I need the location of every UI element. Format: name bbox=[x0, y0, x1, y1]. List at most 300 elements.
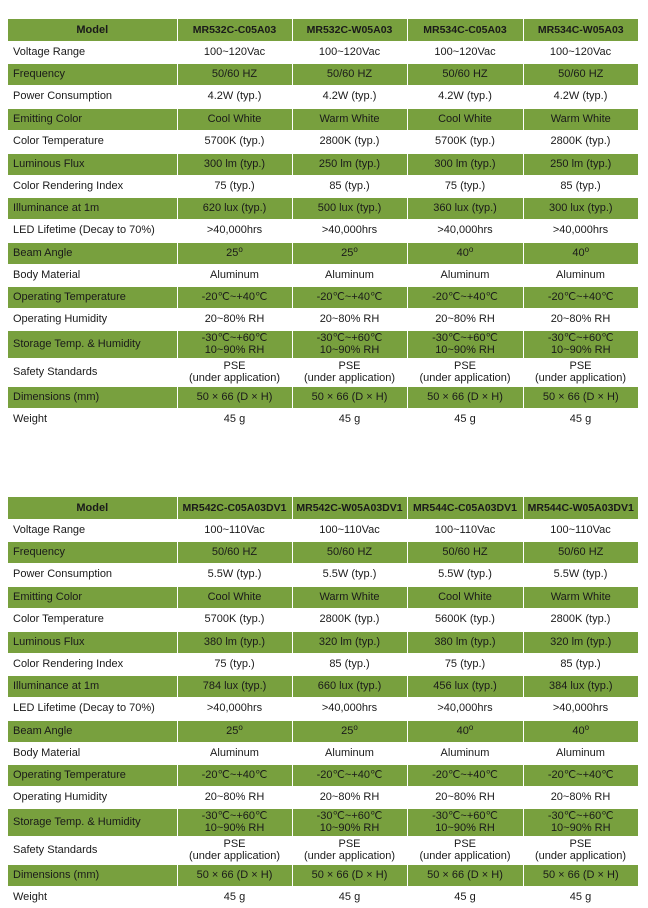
spec-value-cell bbox=[177, 386, 292, 408]
spec-value-cell bbox=[177, 286, 292, 308]
spec-value-cell bbox=[292, 675, 407, 697]
spec-value-line: 75 (typ.) bbox=[214, 657, 255, 670]
beam-angle-value: 40 bbox=[572, 725, 585, 738]
spec-value-cell bbox=[292, 786, 407, 808]
spec-value-line: Aluminum bbox=[556, 268, 605, 281]
spec-row bbox=[8, 41, 638, 63]
spec-value-cell bbox=[407, 308, 523, 330]
spec-value-cell bbox=[523, 85, 638, 108]
spec-value-cell bbox=[523, 386, 638, 408]
spec-value-line: Aluminum bbox=[440, 268, 490, 281]
spec-value-cell bbox=[407, 219, 523, 242]
spec-value-cell bbox=[177, 330, 292, 358]
spec-row-label: Power Consumption bbox=[8, 563, 177, 586]
spec-row bbox=[8, 358, 638, 386]
spec-value-line: 85 (typ.) bbox=[329, 657, 370, 670]
spec-value-cell bbox=[407, 153, 523, 175]
spec-value-line: >40,000hrs bbox=[437, 702, 493, 715]
spec-value-line: 20~80% RH bbox=[550, 312, 611, 325]
spec-row-label: Storage Temp. & Humidity bbox=[8, 330, 177, 358]
spec-value-line: >40,000hrs bbox=[206, 702, 263, 715]
spec-value-cell bbox=[292, 653, 407, 675]
spec-value-cell bbox=[292, 836, 407, 864]
spec-value-line: Warm White bbox=[550, 591, 611, 604]
spec-value-cell bbox=[523, 130, 638, 153]
spec-value-cell bbox=[177, 808, 292, 836]
spec-row bbox=[8, 408, 638, 430]
spec-value-cell bbox=[407, 742, 523, 764]
spec-value-cell bbox=[177, 408, 292, 430]
spec-value-cell bbox=[523, 153, 638, 175]
spec-value-cell bbox=[292, 697, 407, 720]
spec-value-line: 50 × 66 (D × H) bbox=[196, 391, 273, 404]
spec-value-cell bbox=[177, 608, 292, 631]
spec-value-cell bbox=[177, 308, 292, 330]
spec-value-line: 85 (typ.) bbox=[560, 657, 601, 670]
spec-value-line: 2800K (typ.) bbox=[319, 135, 380, 148]
spec-value-line: 50 × 66 (D × H) bbox=[196, 869, 273, 882]
spec-value-line: 20~80% RH bbox=[319, 790, 380, 803]
spec-value-cell bbox=[523, 197, 638, 219]
spec-value-cell bbox=[292, 631, 407, 653]
spec-row bbox=[8, 286, 638, 308]
spec-value-line: -20℃~+40℃ bbox=[201, 291, 268, 304]
spec-value-cell bbox=[292, 41, 407, 63]
spec-value-line: 20~80% RH bbox=[550, 790, 611, 803]
spec-value-line: PSE bbox=[569, 359, 592, 372]
spec-row bbox=[8, 653, 638, 675]
spec-value-line: 320 lm (typ.) bbox=[550, 636, 612, 649]
header-model-label: Model bbox=[8, 497, 177, 520]
spec-value-line: 5.5W (typ.) bbox=[438, 568, 492, 581]
header-model-label: Model bbox=[8, 19, 177, 42]
spec-value-cell bbox=[523, 108, 638, 130]
spec-row bbox=[8, 175, 638, 197]
spec-value-cell bbox=[407, 63, 523, 85]
spec-table-mr53x bbox=[8, 18, 638, 430]
spec-row bbox=[8, 242, 638, 264]
spec-value-line: 500 lux (typ.) bbox=[317, 202, 382, 215]
spec-value-cell bbox=[407, 836, 523, 864]
model-name-header: MR544C-C05A03DV1 bbox=[407, 497, 523, 520]
spec-value-line: 50 × 66 (D × H) bbox=[311, 869, 388, 882]
spec-row-label: LED Lifetime (Decay to 70%) bbox=[8, 697, 177, 720]
spec-row-label: Dimensions (mm) bbox=[8, 386, 177, 408]
spec-value-line: 4.2W (typ.) bbox=[438, 90, 492, 103]
spec-row bbox=[8, 130, 638, 153]
spec-value-cell bbox=[523, 720, 638, 742]
spec-value-line: 4.2W (typ.) bbox=[207, 90, 262, 103]
spec-value-line: 10~90% RH bbox=[319, 822, 380, 835]
spec-row bbox=[8, 308, 638, 330]
spec-row-label: Beam Angle bbox=[8, 720, 177, 742]
spec-row-label: Frequency bbox=[8, 63, 177, 85]
spec-row-label: Safety Standards bbox=[8, 358, 177, 386]
spec-value-cell bbox=[292, 563, 407, 586]
spec-value-cell bbox=[407, 608, 523, 631]
spec-value-cell bbox=[523, 742, 638, 764]
spec-value-cell bbox=[292, 608, 407, 631]
spec-value-line: 50/60 HZ bbox=[326, 546, 373, 559]
spec-table-mr54x bbox=[8, 496, 638, 908]
spec-value-cell bbox=[177, 864, 292, 886]
spec-value-cell bbox=[407, 130, 523, 153]
spec-value-cell bbox=[292, 63, 407, 85]
beam-angle-value: 40 bbox=[456, 247, 469, 260]
spec-value-cell bbox=[523, 864, 638, 886]
spec-value-line: 100~110Vac bbox=[319, 523, 380, 536]
spec-value-line: PSE bbox=[223, 837, 246, 850]
spec-value-line: >40,000hrs bbox=[437, 224, 493, 237]
spec-value-line: 20~80% RH bbox=[204, 312, 265, 325]
spec-value-line: (under application) bbox=[303, 849, 396, 862]
spec-value-cell bbox=[292, 330, 407, 358]
spec-row bbox=[8, 742, 638, 764]
spec-value-cell bbox=[292, 864, 407, 886]
spec-row-label: Luminous Flux bbox=[8, 631, 177, 653]
spec-value-line: -20℃~+40℃ bbox=[432, 291, 498, 304]
spec-row bbox=[8, 808, 638, 836]
spec-value-line: PSE bbox=[453, 359, 476, 372]
spec-value-cell bbox=[523, 764, 638, 786]
spec-value-cell bbox=[407, 541, 523, 563]
spec-row bbox=[8, 386, 638, 408]
spec-row bbox=[8, 631, 638, 653]
spec-value-line: 380 lm (typ.) bbox=[434, 636, 496, 649]
spec-value-line: 250 lm (typ.) bbox=[550, 158, 612, 171]
spec-value-line: >40,000hrs bbox=[206, 224, 263, 237]
spec-value-line: 45 g bbox=[338, 891, 361, 903]
spec-value-line: 10~90% RH bbox=[319, 344, 380, 357]
spec-value-line: -20℃~+40℃ bbox=[547, 769, 614, 782]
spec-value-line: Cool White bbox=[207, 591, 262, 604]
spec-value-cell bbox=[292, 720, 407, 742]
spec-value-line: 10~90% RH bbox=[435, 822, 495, 835]
spec-value-line: (under application) bbox=[303, 371, 396, 384]
spec-value-cell bbox=[523, 219, 638, 242]
spec-value-line: -30℃~+60℃ bbox=[316, 810, 383, 823]
spec-value-cell bbox=[523, 264, 638, 286]
spec-value-line: 85 (typ.) bbox=[560, 179, 601, 192]
spec-value-cell bbox=[523, 519, 638, 541]
spec-value-cell bbox=[177, 541, 292, 563]
spec-row-label: Storage Temp. & Humidity bbox=[8, 808, 177, 836]
spec-value-cell bbox=[177, 720, 292, 742]
spec-row-label: Illuminance at 1m bbox=[8, 197, 177, 219]
spec-value-line: 45 g bbox=[454, 413, 476, 425]
spec-value-cell bbox=[407, 563, 523, 586]
spec-value-cell bbox=[177, 786, 292, 808]
spec-value-cell bbox=[523, 563, 638, 586]
degree-mark: o bbox=[238, 245, 243, 255]
spec-row bbox=[8, 764, 638, 786]
spec-row-label: Beam Angle bbox=[8, 242, 177, 264]
spec-value-line: 10~90% RH bbox=[550, 822, 611, 835]
beam-angle-value: 25 bbox=[226, 247, 239, 260]
spec-row-label: Voltage Range bbox=[8, 41, 177, 63]
spec-value-line: 380 lm (typ.) bbox=[203, 636, 266, 649]
spec-value-cell bbox=[292, 108, 407, 130]
model-name-header: MR544C-W05A03DV1 bbox=[523, 497, 638, 520]
spec-value-line: -30℃~+60℃ bbox=[432, 332, 498, 345]
spec-row bbox=[8, 864, 638, 886]
spec-row-label: Body Material bbox=[8, 264, 177, 286]
spec-value-line: 4.2W (typ.) bbox=[553, 90, 608, 103]
model-name-header: MR532C-W05A03 bbox=[292, 19, 407, 42]
spec-row-label: Operating Temperature bbox=[8, 764, 177, 786]
spec-value-cell bbox=[407, 330, 523, 358]
spec-value-line: >40,000hrs bbox=[321, 702, 378, 715]
spec-value-cell bbox=[292, 153, 407, 175]
spec-value-cell bbox=[407, 808, 523, 836]
spec-value-line: Aluminum bbox=[325, 746, 374, 759]
spec-row bbox=[8, 108, 638, 130]
spec-row-label: Safety Standards bbox=[8, 836, 177, 864]
spec-value-cell bbox=[177, 219, 292, 242]
spec-value-line: Aluminum bbox=[210, 746, 259, 759]
spec-value-cell bbox=[292, 130, 407, 153]
spec-value-line: Warm White bbox=[319, 113, 380, 126]
spec-row bbox=[8, 197, 638, 219]
spec-value-cell bbox=[523, 41, 638, 63]
spec-value-line: 5700K (typ.) bbox=[204, 613, 265, 626]
beam-angle-value: 40 bbox=[572, 247, 585, 260]
spec-value-cell bbox=[177, 108, 292, 130]
spec-value-line: -30℃~+60℃ bbox=[432, 810, 498, 823]
degree-mark: o bbox=[353, 245, 358, 255]
spec-value-line: PSE bbox=[338, 837, 361, 850]
model-name-header: MR534C-W05A03 bbox=[523, 19, 638, 42]
spec-value-line: 45 g bbox=[223, 891, 246, 903]
spec-value-cell bbox=[177, 130, 292, 153]
spec-value-cell bbox=[177, 41, 292, 63]
spec-value-cell bbox=[177, 836, 292, 864]
spec-value-line: Warm White bbox=[550, 113, 611, 126]
spec-value-line: >40,000hrs bbox=[552, 702, 609, 715]
spec-value-line: 100~120Vac bbox=[203, 45, 266, 58]
spec-value-line: 50 × 66 (D × H) bbox=[427, 391, 503, 404]
spec-value-line: 5700K (typ.) bbox=[204, 135, 265, 148]
spec-value-line: 300 lux (typ.) bbox=[548, 202, 613, 215]
degree-mark: o bbox=[584, 245, 590, 255]
spec-value-cell bbox=[523, 308, 638, 330]
spec-row bbox=[8, 720, 638, 742]
spec-value-line: 20~80% RH bbox=[435, 790, 495, 803]
spec-value-cell bbox=[407, 586, 523, 608]
spec-value-cell bbox=[407, 358, 523, 386]
spec-row-label: Weight bbox=[8, 408, 177, 430]
spec-row-label: Color Temperature bbox=[8, 608, 177, 631]
spec-value-cell bbox=[177, 586, 292, 608]
spec-value-line: 50/60 HZ bbox=[326, 68, 373, 81]
spec-value-cell bbox=[177, 631, 292, 653]
spec-value-line: Aluminum bbox=[440, 746, 490, 759]
spec-value-cell bbox=[292, 808, 407, 836]
spec-value-line: -20℃~+40℃ bbox=[316, 769, 383, 782]
spec-row bbox=[8, 886, 638, 908]
spec-value-line: 50 × 66 (D × H) bbox=[427, 869, 503, 882]
spec-value-line: 5.5W (typ.) bbox=[322, 568, 377, 581]
spec-value-line: 50 × 66 (D × H) bbox=[542, 869, 619, 882]
spec-value-cell bbox=[523, 786, 638, 808]
spec-value-cell bbox=[523, 697, 638, 720]
spec-value-line: 10~90% RH bbox=[204, 822, 265, 835]
spec-value-cell bbox=[523, 675, 638, 697]
spec-value-line: 300 lm (typ.) bbox=[434, 158, 496, 171]
spec-value-line: 300 lm (typ.) bbox=[203, 158, 266, 171]
spec-value-line: Cool White bbox=[438, 113, 492, 126]
spec-value-cell bbox=[292, 85, 407, 108]
spec-row-label: Emitting Color bbox=[8, 586, 177, 608]
spec-value-line: (under application) bbox=[419, 849, 511, 862]
spec-value-cell bbox=[292, 308, 407, 330]
spec-value-line: 2800K (typ.) bbox=[550, 613, 611, 626]
degree-mark: o bbox=[468, 245, 474, 255]
spec-value-cell bbox=[523, 330, 638, 358]
spec-value-cell bbox=[177, 197, 292, 219]
spec-value-cell bbox=[407, 519, 523, 541]
spec-value-cell bbox=[523, 886, 638, 908]
spec-value-line: PSE bbox=[223, 359, 246, 372]
spec-value-cell bbox=[407, 197, 523, 219]
spec-row bbox=[8, 836, 638, 864]
spec-value-line: 660 lux (typ.) bbox=[317, 680, 382, 693]
spec-value-cell bbox=[292, 764, 407, 786]
spec-row-label: Illuminance at 1m bbox=[8, 675, 177, 697]
spec-value-line: Cool White bbox=[207, 113, 262, 126]
header-row bbox=[8, 497, 638, 520]
spec-value-line: (under application) bbox=[534, 371, 627, 384]
spec-value-cell bbox=[523, 408, 638, 430]
model-name-header: MR542C-W05A03DV1 bbox=[292, 497, 407, 520]
spec-value-line: 50/60 HZ bbox=[442, 546, 488, 559]
spec-value-line: 50 × 66 (D × H) bbox=[311, 391, 388, 404]
spec-value-line: 20~80% RH bbox=[435, 312, 495, 325]
spec-value-cell bbox=[177, 675, 292, 697]
spec-row-label: Color Rendering Index bbox=[8, 653, 177, 675]
header-row bbox=[8, 19, 638, 42]
spec-value-cell bbox=[407, 653, 523, 675]
spec-value-line: 5600K (typ.) bbox=[435, 613, 495, 626]
spec-value-cell bbox=[177, 358, 292, 386]
spec-value-cell bbox=[177, 697, 292, 720]
spec-value-cell bbox=[292, 219, 407, 242]
spec-value-cell bbox=[292, 242, 407, 264]
spec-value-line: PSE bbox=[453, 837, 476, 850]
spec-row-label: Luminous Flux bbox=[8, 153, 177, 175]
spec-value-cell bbox=[292, 519, 407, 541]
spec-value-line: -20℃~+40℃ bbox=[432, 769, 498, 782]
spec-value-line: 250 lm (typ.) bbox=[318, 158, 381, 171]
spec-value-cell bbox=[292, 175, 407, 197]
spec-value-cell bbox=[523, 631, 638, 653]
spec-value-line: 5700K (typ.) bbox=[435, 135, 495, 148]
spec-value-cell bbox=[407, 286, 523, 308]
spec-value-cell bbox=[523, 836, 638, 864]
spec-value-line: 50/60 HZ bbox=[558, 546, 604, 559]
spec-value-line: 45 g bbox=[454, 891, 476, 903]
spec-value-cell bbox=[407, 675, 523, 697]
spec-value-line: -20℃~+40℃ bbox=[547, 291, 614, 304]
spec-value-line: -30℃~+60℃ bbox=[201, 810, 268, 823]
spec-value-cell bbox=[407, 764, 523, 786]
spec-value-line: -30℃~+60℃ bbox=[547, 810, 614, 823]
spec-value-cell bbox=[407, 864, 523, 886]
spec-value-cell bbox=[523, 586, 638, 608]
spec-value-line: 100~120Vac bbox=[549, 45, 612, 58]
spec-row-label: Power Consumption bbox=[8, 85, 177, 108]
spec-value-cell bbox=[407, 886, 523, 908]
spec-value-line: Cool White bbox=[438, 591, 492, 604]
beam-angle-value: 25 bbox=[341, 725, 354, 738]
spec-value-line: 45 g bbox=[223, 413, 246, 425]
spec-row bbox=[8, 608, 638, 631]
degree-mark: o bbox=[468, 723, 474, 733]
spec-row bbox=[8, 697, 638, 720]
spec-value-cell bbox=[177, 764, 292, 786]
spec-value-line: 50/60 HZ bbox=[211, 546, 258, 559]
spec-value-line: -30℃~+60℃ bbox=[201, 332, 268, 345]
spec-value-cell bbox=[292, 358, 407, 386]
spec-row-label: Color Rendering Index bbox=[8, 175, 177, 197]
spec-value-cell bbox=[292, 197, 407, 219]
spec-row-label: Emitting Color bbox=[8, 108, 177, 130]
beam-angle-value: 25 bbox=[341, 247, 354, 260]
beam-angle-value: 40 bbox=[456, 725, 469, 738]
spec-value-line: 2800K (typ.) bbox=[319, 613, 380, 626]
spec-value-line: 4.2W (typ.) bbox=[322, 90, 377, 103]
spec-value-line: 100~120Vac bbox=[318, 45, 381, 58]
spec-value-line: -20℃~+40℃ bbox=[201, 769, 268, 782]
spec-value-cell bbox=[177, 175, 292, 197]
spec-value-line: 20~80% RH bbox=[204, 790, 265, 803]
spec-value-line: 2800K (typ.) bbox=[550, 135, 611, 148]
spec-row bbox=[8, 786, 638, 808]
spec-value-line: 75 (typ.) bbox=[214, 179, 255, 192]
spec-row bbox=[8, 219, 638, 242]
spec-value-line: >40,000hrs bbox=[552, 224, 609, 237]
spec-row bbox=[8, 330, 638, 358]
spec-row bbox=[8, 264, 638, 286]
spec-value-line: -30℃~+60℃ bbox=[547, 332, 614, 345]
spec-value-line: 50/60 HZ bbox=[442, 68, 488, 81]
spec-value-line: 45 g bbox=[338, 413, 361, 425]
spec-value-cell bbox=[177, 653, 292, 675]
spec-value-line: 100~110Vac bbox=[550, 523, 611, 536]
spec-value-cell bbox=[177, 742, 292, 764]
spec-row-label: Body Material bbox=[8, 742, 177, 764]
spec-value-cell bbox=[407, 175, 523, 197]
spec-value-line: 50/60 HZ bbox=[211, 68, 258, 81]
spec-value-line: 456 lux (typ.) bbox=[433, 680, 497, 693]
spec-value-cell bbox=[407, 786, 523, 808]
spec-value-cell bbox=[407, 41, 523, 63]
spec-value-line: 784 lux (typ.) bbox=[202, 680, 267, 693]
spec-value-line: 45 g bbox=[569, 891, 592, 903]
spec-row bbox=[8, 63, 638, 85]
degree-mark: o bbox=[584, 723, 590, 733]
model-name-header: MR534C-C05A03 bbox=[407, 19, 523, 42]
spec-value-cell bbox=[177, 153, 292, 175]
spec-row-label: LED Lifetime (Decay to 70%) bbox=[8, 219, 177, 242]
spec-value-line: Aluminum bbox=[556, 746, 605, 759]
spec-value-cell bbox=[407, 720, 523, 742]
spec-value-cell bbox=[177, 85, 292, 108]
spec-value-cell bbox=[177, 264, 292, 286]
spec-row-label: Operating Humidity bbox=[8, 786, 177, 808]
spec-value-cell bbox=[407, 386, 523, 408]
spec-value-line: Warm White bbox=[319, 591, 380, 604]
